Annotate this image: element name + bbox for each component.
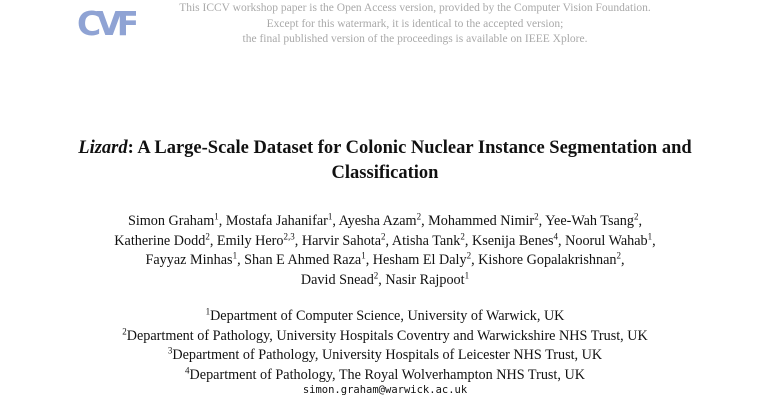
- author-name: Simon Graham: [127, 213, 215, 229]
- author-affiliation-mark: 1: [647, 230, 653, 241]
- author-affiliation-mark: 2: [205, 230, 210, 241]
- author-name: Katherine Dodd: [114, 232, 206, 249]
- author-affiliation-mark: 4: [553, 230, 559, 241]
- affiliation-number: 1: [205, 306, 211, 317]
- author-affiliation-mark: 1: [214, 211, 219, 222]
- affiliation-number: 3: [167, 345, 173, 356]
- author-line: Katherine Dodd$^2$, Emily Hero$^{2,3}$, Harvir Sahota$^2$, Atisha Tank$^2$, Ksenija Benes$^4$, Noorul Wahab$^1$,: [114, 230, 656, 249]
- affiliation: [40, 327, 730, 347]
- author-affiliation-mark: 2: [634, 211, 639, 222]
- title-dataset-name: Lizard: [78, 138, 128, 158]
- author-affiliation-mark: 2: [373, 269, 379, 280]
- watermark-line-3: the final published version of the proceedings is available on IEEE Xplore.: [242, 33, 588, 45]
- author-name: Nasir Rajpoot: [385, 271, 465, 288]
- watermark-line-2: Except for this watermark, it is identical to the accepted version;: [266, 17, 564, 30]
- author-line: David Snead$^2$, Nasir Rajpoot$^1$: [300, 269, 470, 288]
- author-name: Ayesha Azam: [338, 213, 417, 229]
- author-name: Ksenija Benes: [471, 232, 554, 249]
- affiliation-text: Department of Pathology, University Hospitals Coventry and Warwickshire NHS Trust, UK: [126, 327, 648, 344]
- author-name: Mostafa Jahanifar: [225, 213, 328, 229]
- affiliation: [40, 346, 730, 366]
- author-affiliation-mark: 2: [460, 230, 465, 241]
- affiliation: [40, 366, 730, 386]
- affiliation: [40, 307, 730, 327]
- affiliation-text: Department of Pathology, University Hospitals of Leicester NHS Trust, UK: [172, 347, 603, 364]
- author-name: Fayyaz Minhas: [145, 252, 233, 268]
- author-affiliation-mark: 2,3: [283, 230, 295, 241]
- author-affiliation-mark: 2: [466, 250, 472, 261]
- affiliation-number: 4: [185, 365, 190, 376]
- title-line-2: Classification: [331, 163, 439, 183]
- contact-email: simon.graham@warwick.ac.uk: [302, 384, 468, 396]
- author-line: Simon Graham$^1$, Mostafa Jahanifar$^1$, Ayesha Azam$^2$, Mohammed Nimir$^2$, Yee-Wah Tsang$^2$,: [127, 211, 643, 229]
- author-affiliation-mark: 2: [616, 250, 621, 261]
- affiliation-list: [40, 307, 730, 385]
- title-line-1: : A Large-Scale Dataset for Colonic Nuclear Instance Segmentation and: [127, 138, 692, 158]
- cvf-logo-text: CVF: [77, 4, 135, 42]
- author-line: Fayyaz Minhas$^1$, Shan E Ahmed Raza$^1$, Hesham El Daly$^2$, Kishore Gopalakrishnan$^2$,: [145, 250, 625, 268]
- author-affiliation-mark: 1: [361, 250, 366, 261]
- cvf-logo: [76, 4, 136, 42]
- author-affiliation-mark: 1: [232, 250, 238, 261]
- author-name: Harvir Sahota: [301, 232, 382, 249]
- author-name: David Snead: [300, 271, 374, 288]
- author-name: Noorul Wahab: [565, 232, 648, 249]
- author-list: [40, 212, 730, 290]
- affiliation-text: Department of Computer Science, University of Warwick, UK: [210, 308, 565, 324]
- author-name: Kishore Gopalakrishnan: [478, 252, 617, 268]
- author-name: Emily Hero: [216, 232, 284, 249]
- author-name: Mohammed Nimir: [428, 213, 535, 229]
- author-affiliation-mark: 2: [416, 211, 422, 222]
- author-affiliation-mark: 2: [534, 211, 539, 222]
- paper-title: [40, 136, 730, 186]
- open-access-watermark: [150, 1, 680, 48]
- author-name: Shan E Ahmed Raza: [244, 252, 362, 268]
- author-affiliation-mark: 2: [381, 230, 386, 241]
- author-name: Yee-Wah Tsang: [545, 213, 634, 229]
- author-name: Hesham El Daly: [372, 252, 467, 268]
- affiliation-text: Department of Pathology, The Royal Wolverhampton NHS Trust, UK: [189, 366, 585, 383]
- author-name: Atisha Tank: [391, 232, 461, 249]
- watermark-line-1: This ICCV workshop paper is the Open Access version, provided by the Computer Vision Foundation.: [179, 2, 651, 14]
- author-affiliation-mark: 1: [327, 211, 333, 222]
- affiliation-number: 2: [122, 325, 127, 336]
- author-affiliation-mark: 1: [464, 269, 470, 280]
